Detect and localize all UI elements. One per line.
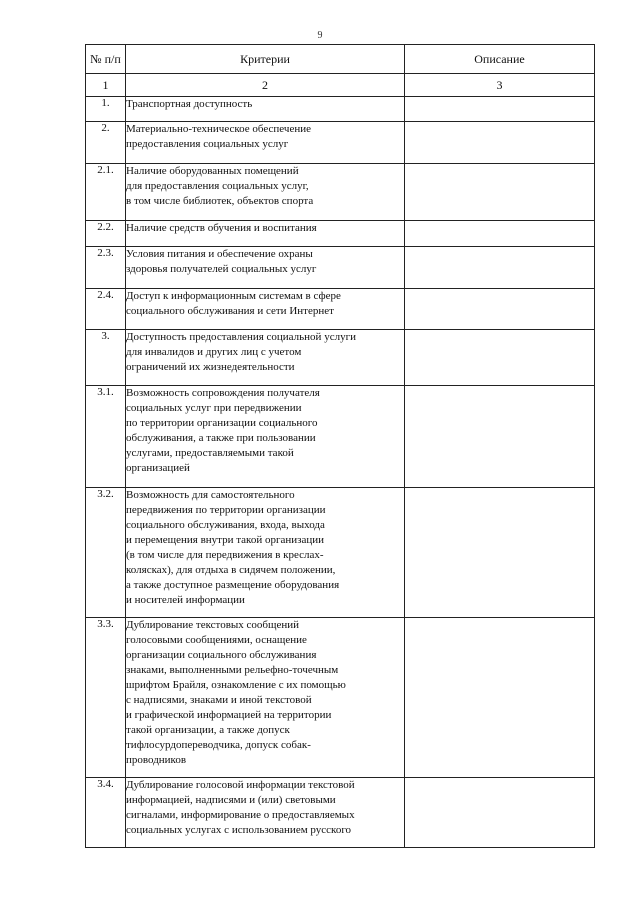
column-number: 3 <box>405 74 595 97</box>
row-number: 2.4. <box>86 289 126 330</box>
row-criteria: Условия питания и обеспечение охраны здоровья получателей социальных услуг <box>126 247 405 289</box>
table-row <box>86 122 595 164</box>
row-number: 2.3. <box>86 247 126 289</box>
column-number: 2 <box>126 74 405 97</box>
row-criteria: Наличие оборудованных помещений для предоставления социальных услуг, в том числе библиотек, объектов спорта <box>126 164 405 221</box>
table-row <box>86 386 595 488</box>
table-row <box>86 164 595 221</box>
row-description <box>405 247 595 289</box>
row-description <box>405 289 595 330</box>
row-description <box>405 221 595 247</box>
table-row <box>86 247 595 289</box>
row-description <box>405 488 595 618</box>
row-description <box>405 330 595 386</box>
table-row <box>86 778 595 848</box>
table-row <box>86 488 595 618</box>
row-description <box>405 122 595 164</box>
table-row <box>86 97 595 122</box>
row-description <box>405 618 595 778</box>
criteria-table <box>85 44 595 848</box>
row-description <box>405 164 595 221</box>
row-number: 3.1. <box>86 386 126 488</box>
row-criteria: Транспортная доступность <box>126 97 405 122</box>
row-criteria: Дублирование текстовых сообщений голосовыми сообщениями, оснащение организации социального обслуживания знаками, выполненными рельефно-точечным шрифтом Брайля, ознакомление с их помощью с надписями, знаками и иной текстовой и графической информацией на территории такой организации, а также допуск тифлосурдопереводчика, допуск собак- проводников <box>126 618 405 778</box>
row-description <box>405 97 595 122</box>
row-criteria: Дублирование голосовой информации текстовой информацией, надписями и (или) световыми сигналами, информирование о предоставляемых социальных услугах с использованием русского <box>126 778 405 848</box>
row-number: 3.4. <box>86 778 126 848</box>
header-criteria: Критерии <box>126 45 405 74</box>
row-number: 3. <box>86 330 126 386</box>
row-criteria: Возможность для самостоятельного передвижения по территории организации социального обслуживания, входа, выхода и перемещения внутри такой организации (в том числе для передвижения в креслах- колясках), для отдыха в сидячем положении, а также доступное размещение оборудования и носителей информации <box>126 488 405 618</box>
column-number-row <box>86 74 595 97</box>
table-row <box>86 221 595 247</box>
column-number: 1 <box>86 74 126 97</box>
header-row <box>86 45 595 74</box>
row-criteria: Доступ к информационным системам в сфере социального обслуживания и сети Интернет <box>126 289 405 330</box>
header-description: Описание <box>405 45 595 74</box>
row-criteria: Наличие средств обучения и воспитания <box>126 221 405 247</box>
row-criteria: Доступность предоставления социальной услуги для инвалидов и других лиц с учетом ограничений их жизнедеятельности <box>126 330 405 386</box>
table-row <box>86 289 595 330</box>
row-number: 2. <box>86 122 126 164</box>
row-number: 3.2. <box>86 488 126 618</box>
row-description <box>405 778 595 848</box>
header-num: № п/п <box>86 45 126 74</box>
table-row <box>86 618 595 778</box>
row-number: 2.2. <box>86 221 126 247</box>
row-description <box>405 386 595 488</box>
page-number: 9 <box>317 30 323 41</box>
row-criteria: Материально-техническое обеспечение предоставления социальных услуг <box>126 122 405 164</box>
row-number: 2.1. <box>86 164 126 221</box>
table-row <box>86 330 595 386</box>
row-criteria: Возможность сопровождения получателя социальных услуг при передвижении по территории организации социального обслуживания, а также при пользовании услугами, предоставляемыми такой организацией <box>126 386 405 488</box>
row-number: 3.3. <box>86 618 126 778</box>
row-number: 1. <box>86 97 126 122</box>
